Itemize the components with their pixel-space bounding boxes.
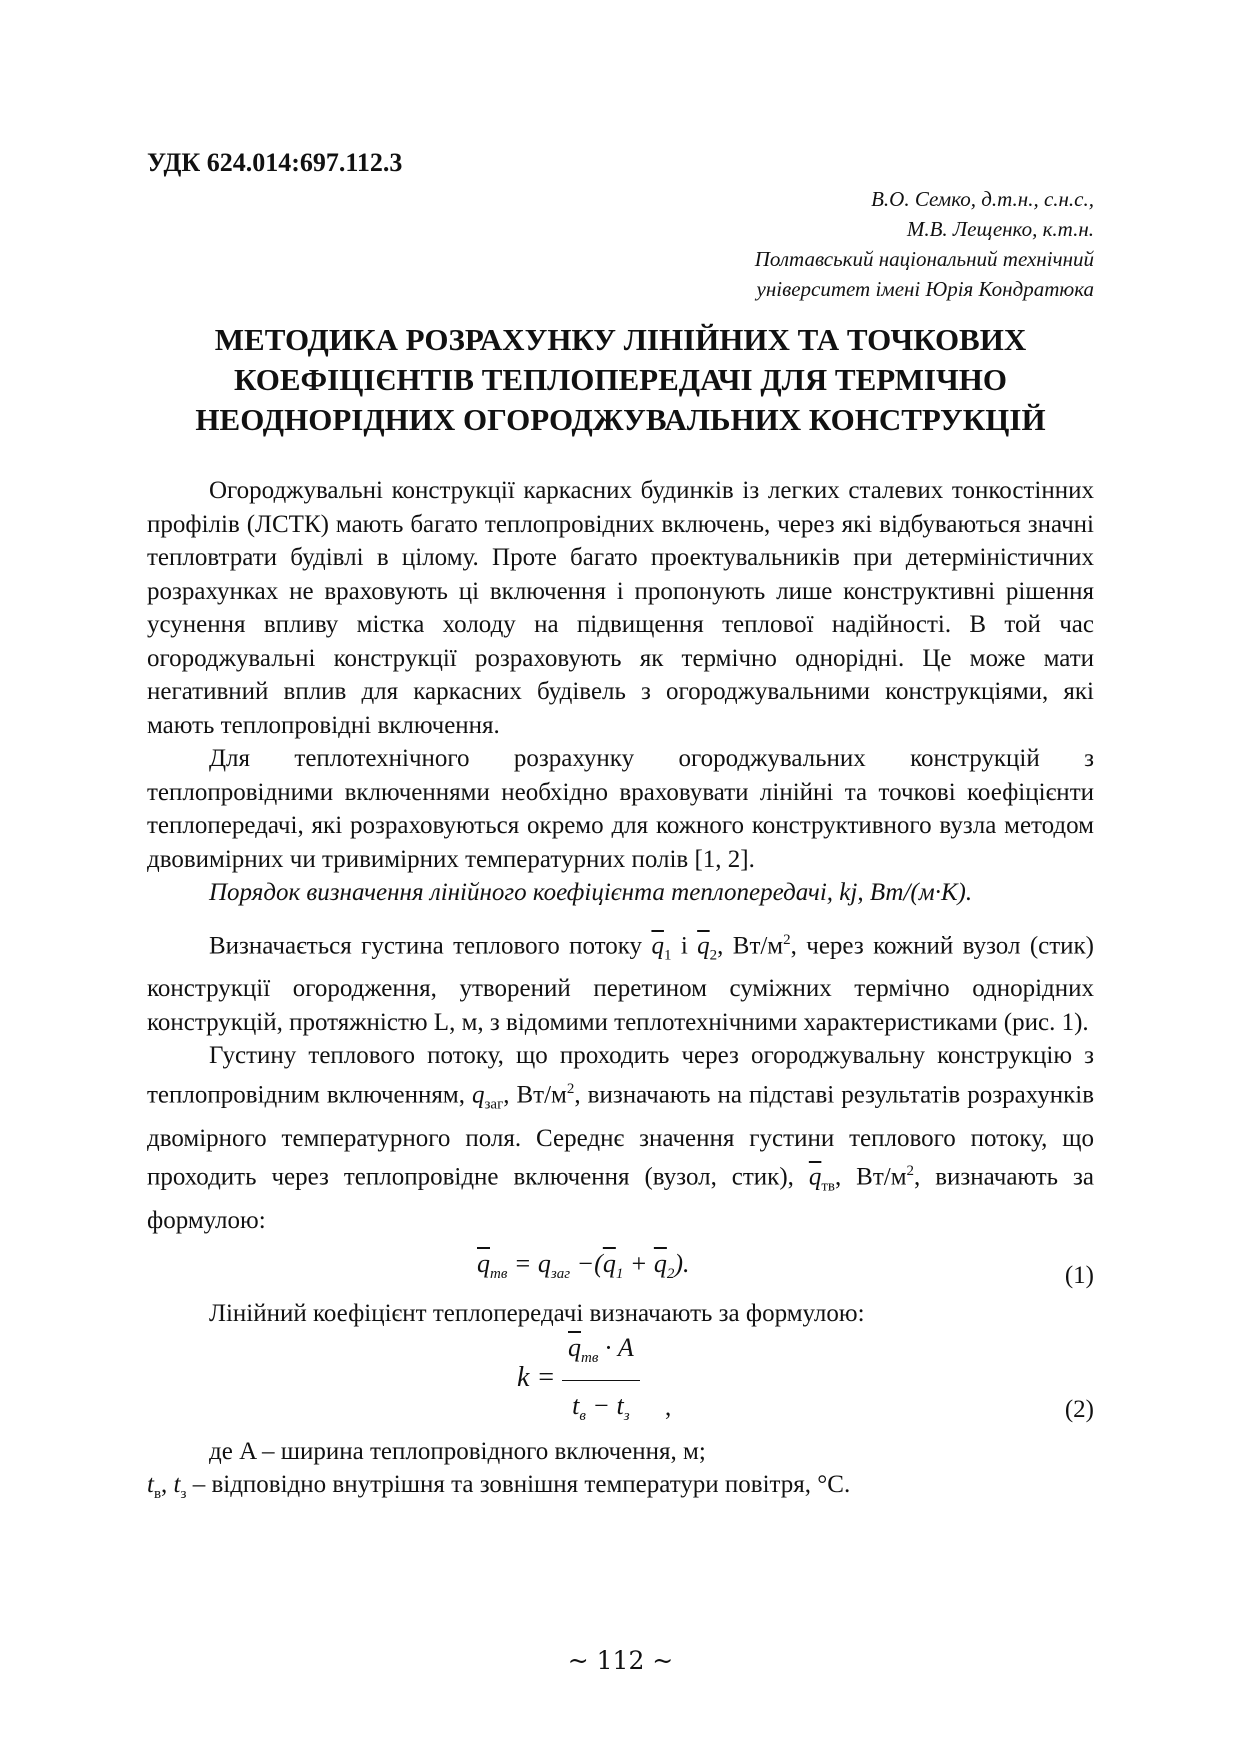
equation-2-lhs: k = — [517, 1361, 556, 1393]
affiliation-line-1: Полтавський національний технічний — [754, 247, 1094, 271]
paragraph-where-a: де A – ширина теплопровідного включення, м; — [209, 1437, 706, 1465]
paragraph-intro: Огороджувальні конструкції каркасних будинків із легких сталевих тонкостінних профілів (ЛСТК) мають багато теплопровідних включень, через які відбуваються значні тепловтрати будівлі в цілому. Проте багато проектувальників при детерміністичних розрахунках не враховують ці включення і пропонують лише конструктивні рішення усунення впливу містка холоду на підвищення теплової надійності. В той час огороджувальні конструкції розраховують як термічно однорідні. Це може мати негативний вплив для каркасних будівель з огороджувальними конструкціями, які мають теплопровідні включення. — [147, 477, 1094, 739]
equation-1 — [147, 1237, 1094, 1297]
paragraph-where-t: $t_в$, $t_з$ – відповідно внутрішня та зовнішня температури повітря, °C. — [147, 1471, 851, 1503]
equation-2-comma: , — [665, 1393, 672, 1421]
affiliation-line-2: університет імені Юрія Кондратюка — [756, 277, 1094, 301]
equation-2-number: (2) — [1064, 1395, 1094, 1423]
author-block — [454, 184, 1094, 304]
equation-1-formula: $\overline{q}_{тв} = q_{заг} -(\overline{q}_1 + \overline{q}_2)$. — [477, 1249, 690, 1283]
author-1: В.О. Семко, д.т.н., с.н.с., — [871, 187, 1094, 211]
equation-1-number: (1) — [1064, 1262, 1094, 1290]
equation-2 — [147, 1331, 1094, 1435]
page-number: ~ 112 ~ — [567, 1646, 674, 1675]
paragraph-heat-flux: Визначається густина теплового потоку $\overline{q}_1$ і $\overline{q}_2$, $Вт/м^2$, через кожний вузол (стик) конструкції огородження, утворений перетином суміжних термічно однорідних конструкцій, протяжністю L, м, з відомими теплотехнічними характеристиками (рис. 1). — [147, 931, 1095, 1036]
article-body — [147, 474, 1094, 1512]
udk-code: УДК 624.014:697.112.3 — [147, 148, 403, 177]
paper-title: МЕТОДИКА РОЗРАХУНКУ ЛІНІЙНИХ ТА ТОЧКОВИХ КОЕФІЦІЄНТІВ ТЕПЛОПЕРЕДАЧІ ДЛЯ ТЕРМІЧНО НЕОДНОРІДНИХ ОГОРОДЖУВАЛЬНИХ КОНСТРУКЦІЙ — [195, 322, 1046, 437]
paragraph-method: Для теплотехнічного розрахунку огороджувальних конструкцій з теплопровідними включеннями необхідно враховувати лінійні та точкові коефіцієнти теплопередачі, які розраховуються окремо для кожного конструктивного вузла методом двовимірних чи тривимірних температурних полів [1, 2]. — [147, 745, 1094, 873]
paragraph-procedure-heading: Порядок визначення лінійного коефіцієнта теплопередачі, kj, Вт/(м·К). — [209, 879, 973, 906]
paragraph-linear-coef: Лінійний коефіцієнт теплопередачі визначають за формулою: — [209, 1300, 865, 1328]
author-2: М.В. Лещенко, к.т.н. — [906, 217, 1094, 241]
equation-2-fraction: $\overline{q}_{тв} \cdot A$ $t_в - t_з$ — [562, 1331, 640, 1433]
paragraph-flux-density: Густину теплового потоку, що проходить через огороджувальну конструкцію з теплопровідним включенням, $q_{заг}$, $Вт/м^2$, визначають на підставі результатів розрахунків двомірного температурного поля. Середнє значення густини теплового потоку, що проходить через теплопровідне включення (вузол, стик), $\overline{q}_{тв}$, $Вт/м^2$, визначають за формулою: — [147, 1042, 1094, 1234]
